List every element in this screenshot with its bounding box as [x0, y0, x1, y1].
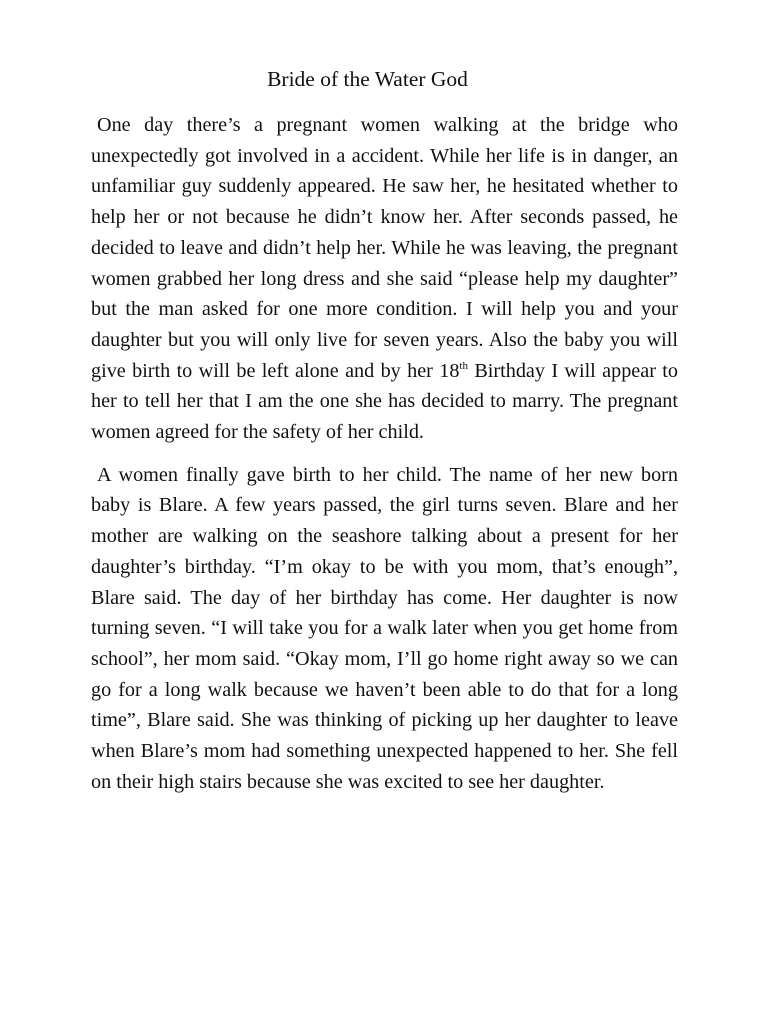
- paragraph-1: [91, 110, 678, 448]
- paragraph-1-part-2: Birthday I will appear to her to tell her that I am the one she has decided to marry. The pregnant women agreed for the safety of her child.: [91, 359, 678, 444]
- ordinal-superscript: th: [459, 359, 468, 372]
- paragraph-2: A women finally gave birth to her child. The name of her new born baby is Blare. A few years passed, the girl turns seven. Blare and her mother are walking on the seashore talking about a present for her daughter’s birthday. “I’m okay to be with you mom, that’s enough”, Blare said. The day of her birthday has come. Her daughter is now turning seven. “I will take you for a walk later when you get home from school”, her mom said. “Okay mom, I’ll go home right away so we can go for a long walk because we haven’t been able to do that for a long time”, Blare said. She was thinking of picking up her daughter to leave when Blare’s mom had something unexpected happened to her. She fell on their high stairs because she was excited to see her daughter.: [91, 463, 678, 793]
- document-body: [91, 110, 678, 797]
- paragraph-1-part-1: One day there’s a pregnant women walking at the bridge who unexpectedly got involved in a accident. While her life is in danger, an unfamiliar guy suddenly appeared. He saw her, he hesitated whether to help her or not because he didn’t know her. After seconds passed, he decided to leave and didn’t help her. While he was leaving, the pregnant women grabbed her long dress and she said “please help my daughter” but the man asked for one more condition. I will help you and your daughter but you will only live for seven years. Also the baby you will give birth to will be left alone and by her 18: [91, 114, 678, 382]
- document-title: Bride of the Water God: [267, 67, 468, 91]
